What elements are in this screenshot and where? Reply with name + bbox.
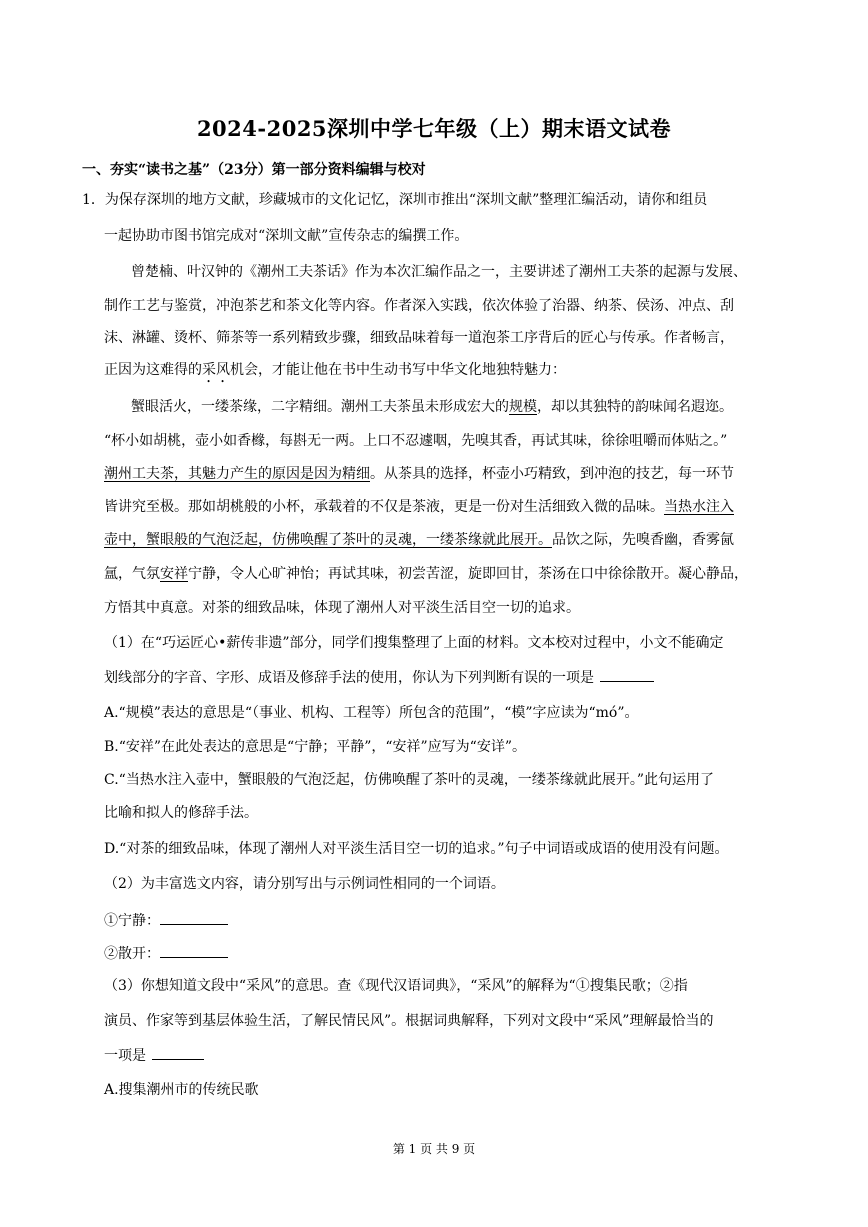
underlined-sentence: 潮州工夫茶，其魅力产生的原因是因为精细 [104,466,370,482]
dotted-word-caifeng: 采风 [202,362,230,378]
text-span: ②散开： [104,946,160,962]
answer-blank[interactable] [160,910,228,925]
subquestion-2: （2）为丰富选文内容，请分别写出与示例词性相同的一个词语。 [104,876,505,892]
underlined-word-anxiang: 安祥 [160,566,188,582]
page-footer: 第 1 页 共 9 页 [392,1142,476,1156]
text-span: ，却以其独特的韵味闻名遐迩。 [537,399,733,415]
passage-1-line-2: 制作工艺与鉴赏，冲泡茶艺和茶文化等内容。作者深入实践，依次体验了治器、纳茶、侯汤、冲点、刮 [104,298,734,314]
text-span: 宁静，令人心旷神怡；再试其味，初尝苦涩，旋即回甘，茶汤在口中徐徐散开。凝心静品， [188,566,748,582]
passage-1-line-1: 曾楚楠、叶汉钟的《潮州工夫茶话》作为本次汇编作品之一，主要讲述了潮州工夫茶的起源与发展、 [131,264,747,280]
text-span: 氲，气氛 [104,566,160,582]
passage-2-line-2: “杯小如胡桃，壶小如香橼，每斟无一两。上口不忍遽咽，先嗅其香，再试其味，徐徐咀嚼而体贴之。” [104,433,728,449]
text-span: 品饮之际，先嗅香幽，香雾氤 [552,532,734,548]
subquestion-3-line-3 [104,1045,204,1066]
passage-1-line-3: 沫、淋罐、烫杯、筛茶等一系列精致步骤，细致品味着每一道泡茶工序背后的匠心与传承。作者畅言， [104,330,734,346]
underlined-sentence: 当热水注入 [664,499,734,515]
text-span: 蟹眼活火，一缕茶缘，二字精细。潮州工夫茶虽未形成宏大的 [131,399,509,415]
text-span: 划线部分的字音、字形、成语及修辞手法的使用，你认为下列判断有误的一项是 [104,670,594,686]
answer-blank[interactable] [160,943,228,958]
subquestion-1-line-2 [104,667,654,688]
text-span: 一项是 [104,1048,146,1064]
answer-blank[interactable] [152,1045,204,1060]
passage-2-line-4 [104,497,734,517]
question-1-line-2: 一起协助市图书馆完成对“深圳文献”宣传杂志的编撰工作。 [104,228,469,244]
passage-1-line-4 [104,360,566,386]
subquestion-1-line-1: （1）在“巧运匠心•薪传非遗”部分，同学们搜集整理了上面的材料。文本校对过程中，小文不能确定 [104,635,724,651]
subquestion-2-item-1 [104,910,228,931]
text-span: ①宁静： [104,913,160,929]
passage-2-line-5 [104,530,734,550]
text-span: 皆讲究至极。那如胡桃般的小杯，承载着的不仅是茶液，更是一份对生活细致入微的品味。 [104,499,664,515]
answer-blank[interactable] [600,667,654,682]
question-1-line-1: 1．为保存深圳的地方文献，珍藏城市的文化记忆，深圳市推出“深圳文献”整理汇编活动，请你和组员 [82,192,708,208]
subquestion-3-line-1: （3）你想知道文段中“采风”的意思。查《现代汉语词典》，“采风”的解释为“①搜集民歌；②指 [104,978,688,994]
text-span: 。从茶具的选择，杯壶小巧精致，到冲泡的技艺，每一环节 [370,466,734,482]
option-b: B.“安祥”在此处表达的意思是“宁静；平静”，“安祥”应写为“安详”。 [104,739,526,755]
text-span: 正因为这难得的 [104,362,202,378]
passage-2-line-7: 方悟其中真意。对茶的细致品味，体现了潮州人对平淡生活目空一切的追求。 [104,600,580,616]
underlined-word-guimo: 规模 [509,399,537,415]
underlined-sentence: 壶中，蟹眼般的气泡泛起，仿佛唤醒了茶叶的灵魂，一缕茶缘就此展开。 [104,532,552,548]
section-heading: 一、夯实“读书之基”（23分）第一部分资料编辑与校对 [82,162,426,178]
text-span: 机会，才能让他在书中生动书写中华文化地独特魅力： [230,362,566,378]
subquestion-3-option-a: A.搜集潮州市的传统民歌 [104,1082,259,1098]
passage-2-line-1 [131,397,733,417]
page-title: 2024-2025深圳中学七年级（上）期末语文试卷 [196,116,672,141]
option-c-line-1: C.“当热水注入壶中，蟹眼般的气泡泛起，仿佛唤醒了茶叶的灵魂，一缕茶缘就此展开。”此句运用了 [104,772,714,788]
passage-2-line-6 [104,564,748,584]
passage-2-line-3 [104,464,734,484]
option-d: D.“对茶的细致品味，体现了潮州人对平淡生活目空一切的追求。”句子中词语或成语的使用没有问题。 [104,841,729,857]
option-a: A.“规模”表达的意思是“（事业、机构、工程等）所包含的范围”，“模”字应读为“mó”。 [104,705,639,721]
subquestion-2-item-2 [104,943,228,964]
option-c-line-2: 比喻和拟人的修辞手法。 [104,805,258,821]
subquestion-3-line-2: 演员、作家等到基层体验生活，了解民情民风”。根据词典解释，下列对文段中“采风”理解最恰当的 [104,1013,714,1029]
